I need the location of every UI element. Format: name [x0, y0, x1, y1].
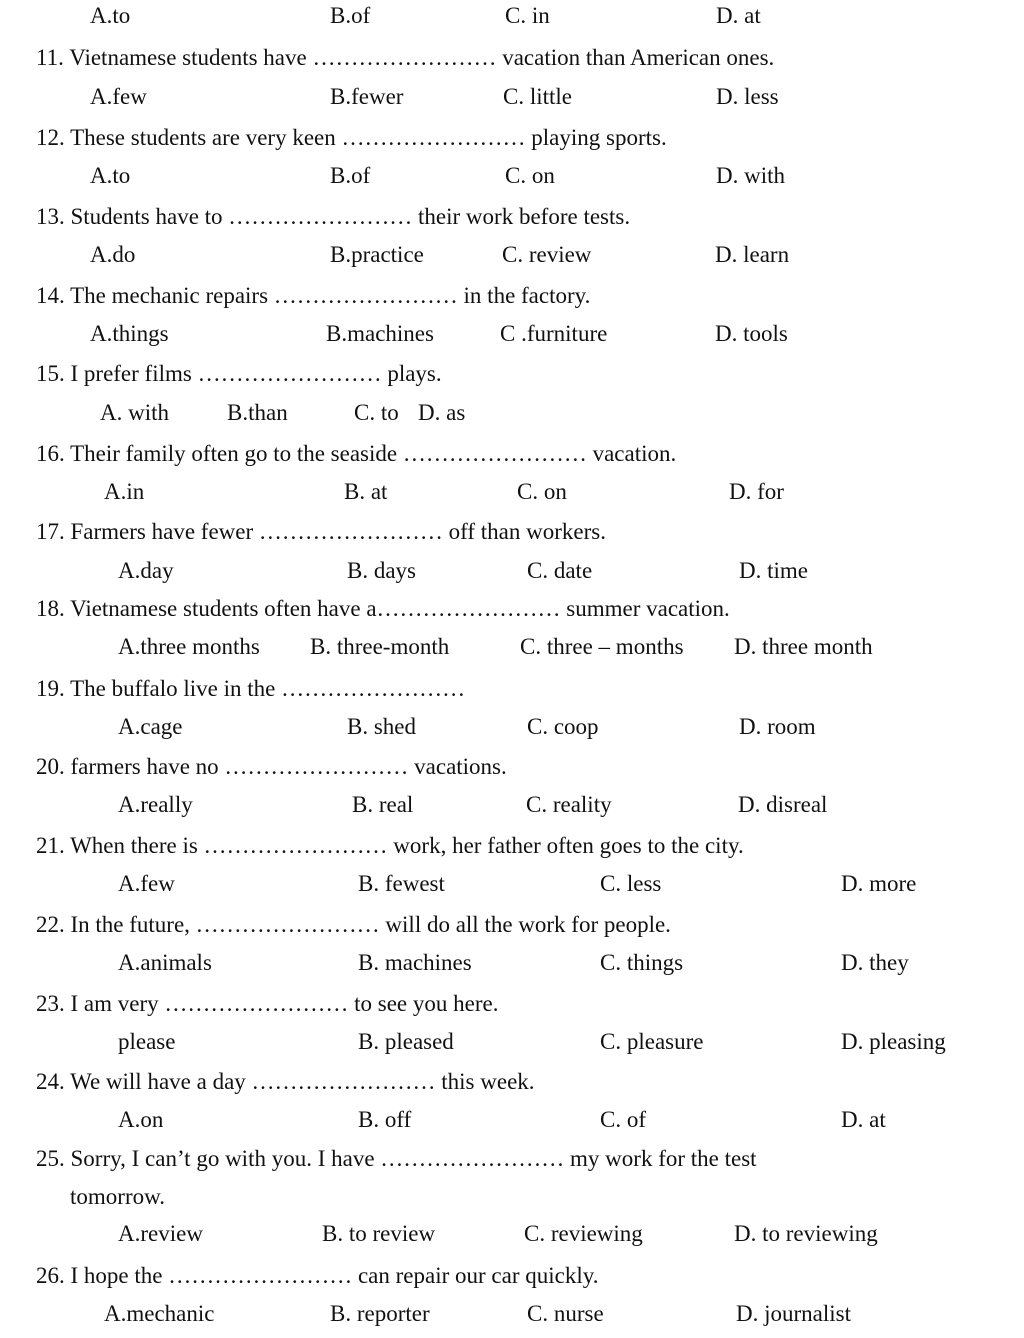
option-a[interactable]: A.really	[118, 792, 193, 817]
option-c[interactable]: C .furniture	[500, 321, 608, 346]
option-b[interactable]: B. three-month	[310, 634, 450, 659]
option-b[interactable]: B.of	[330, 3, 371, 28]
option-b[interactable]: B.fewer	[330, 84, 404, 109]
question-text: 21. When there is …………………… work, her father often goes to the city.	[36, 833, 744, 858]
question-text: 11. Vietnamese students have …………………… vacation than American ones.	[36, 45, 775, 70]
option-c[interactable]: C. of	[600, 1107, 646, 1132]
option-d[interactable]: D. disreal	[738, 792, 828, 817]
option-d[interactable]: D. as	[418, 400, 466, 425]
option-d[interactable]: D. tools	[715, 321, 788, 346]
option-b[interactable]: B. days	[347, 558, 416, 583]
question-text-continuation: tomorrow.	[70, 1184, 165, 1209]
option-d[interactable]: D. more	[841, 871, 917, 896]
option-d[interactable]: D. time	[739, 558, 808, 583]
option-c[interactable]: C. reviewing	[524, 1221, 643, 1246]
option-d[interactable]: D. they	[841, 950, 909, 975]
option-a[interactable]: A.animals	[118, 950, 212, 975]
option-c[interactable]: C. little	[503, 84, 572, 109]
question-text: 16. Their family often go to the seaside …………………… vacation.	[36, 441, 677, 466]
option-c[interactable]: C. in	[505, 3, 550, 28]
option-c[interactable]: C. coop	[527, 714, 599, 739]
option-c[interactable]: C. three – months	[520, 634, 684, 659]
option-c[interactable]: C. reality	[526, 792, 612, 817]
option-b[interactable]: B. real	[352, 792, 414, 817]
option-b[interactable]: B. shed	[347, 714, 416, 739]
option-a[interactable]: A. with	[100, 400, 169, 425]
option-a[interactable]: A.day	[118, 558, 174, 583]
option-d[interactable]: D. three month	[734, 634, 873, 659]
option-c[interactable]: C. review	[502, 242, 592, 267]
option-d[interactable]: D. pleasing	[841, 1029, 946, 1054]
option-b[interactable]: B. at	[344, 479, 388, 504]
option-a[interactable]: A.few	[118, 871, 175, 896]
option-a[interactable]: A.do	[90, 242, 136, 267]
option-b[interactable]: B.machines	[326, 321, 434, 346]
question-text: 26. I hope the …………………… can repair our car quickly.	[36, 1263, 599, 1288]
question-text: 25. Sorry, I can’t go with you. I have …………………… my work for the test	[36, 1146, 757, 1171]
question-text: 12. These students are very keen …………………… playing sports.	[36, 125, 667, 150]
option-d[interactable]: D. at	[716, 3, 761, 28]
question-text: 15. I prefer films …………………… plays.	[36, 361, 442, 386]
question-text: 20. farmers have no …………………… vacations.	[36, 754, 507, 779]
option-a[interactable]: A.to	[90, 163, 131, 188]
option-a[interactable]: A.few	[90, 84, 147, 109]
option-b[interactable]: B. pleased	[358, 1029, 454, 1054]
option-c[interactable]: C. to	[354, 400, 399, 425]
option-c[interactable]: C. on	[517, 479, 567, 504]
question-text: 22. In the future, …………………… will do all the work for people.	[36, 912, 671, 937]
option-c[interactable]: C. on	[505, 163, 555, 188]
option-d[interactable]: D. with	[716, 163, 785, 188]
option-a[interactable]: A.on	[118, 1107, 164, 1132]
question-text: 18. Vietnamese students often have a…………………… summer vacation.	[36, 596, 730, 621]
option-b[interactable]: B. reporter	[330, 1301, 430, 1326]
option-c[interactable]: C. date	[527, 558, 593, 583]
option-c[interactable]: C. pleasure	[600, 1029, 704, 1054]
option-b[interactable]: B.of	[330, 163, 371, 188]
question-text: 23. I am very …………………… to see you here.	[36, 991, 499, 1016]
option-b[interactable]: B. off	[358, 1107, 412, 1132]
option-d[interactable]: D. journalist	[736, 1301, 851, 1326]
option-a[interactable]: A.review	[118, 1221, 203, 1246]
option-c[interactable]: C. less	[600, 871, 662, 896]
question-text: 14. The mechanic repairs …………………… in the factory.	[36, 283, 591, 308]
question-text: 19. The buffalo live in the ……………………	[36, 676, 466, 701]
option-d[interactable]: D. at	[841, 1107, 886, 1132]
option-a[interactable]: A.three months	[118, 634, 260, 659]
option-a[interactable]: A.in	[104, 479, 145, 504]
question-text: 17. Farmers have fewer …………………… off than workers.	[36, 519, 606, 544]
option-b[interactable]: B. fewest	[358, 871, 445, 896]
question-text: 13. Students have to …………………… their work before tests.	[36, 204, 631, 229]
option-a[interactable]: A.cage	[118, 714, 183, 739]
option-a[interactable]: A.things	[90, 321, 169, 346]
option-b[interactable]: B.than	[227, 400, 288, 425]
option-a[interactable]: A.mechanic	[104, 1301, 215, 1326]
question-text: 24. We will have a day …………………… this week.	[36, 1069, 535, 1094]
option-a[interactable]: A.to	[90, 3, 131, 28]
option-d[interactable]: D. learn	[715, 242, 790, 267]
option-d[interactable]: D. for	[729, 479, 784, 504]
option-d[interactable]: D. to reviewing	[734, 1221, 878, 1246]
option-b[interactable]: B.practice	[330, 242, 424, 267]
option-c[interactable]: C. nurse	[527, 1301, 604, 1326]
option-b[interactable]: B. machines	[358, 950, 472, 975]
option-b[interactable]: B. to review	[322, 1221, 436, 1246]
option-c[interactable]: C. things	[600, 950, 684, 975]
option-a[interactable]: please	[118, 1029, 176, 1054]
option-d[interactable]: D. less	[716, 84, 779, 109]
option-d[interactable]: D. room	[739, 714, 816, 739]
